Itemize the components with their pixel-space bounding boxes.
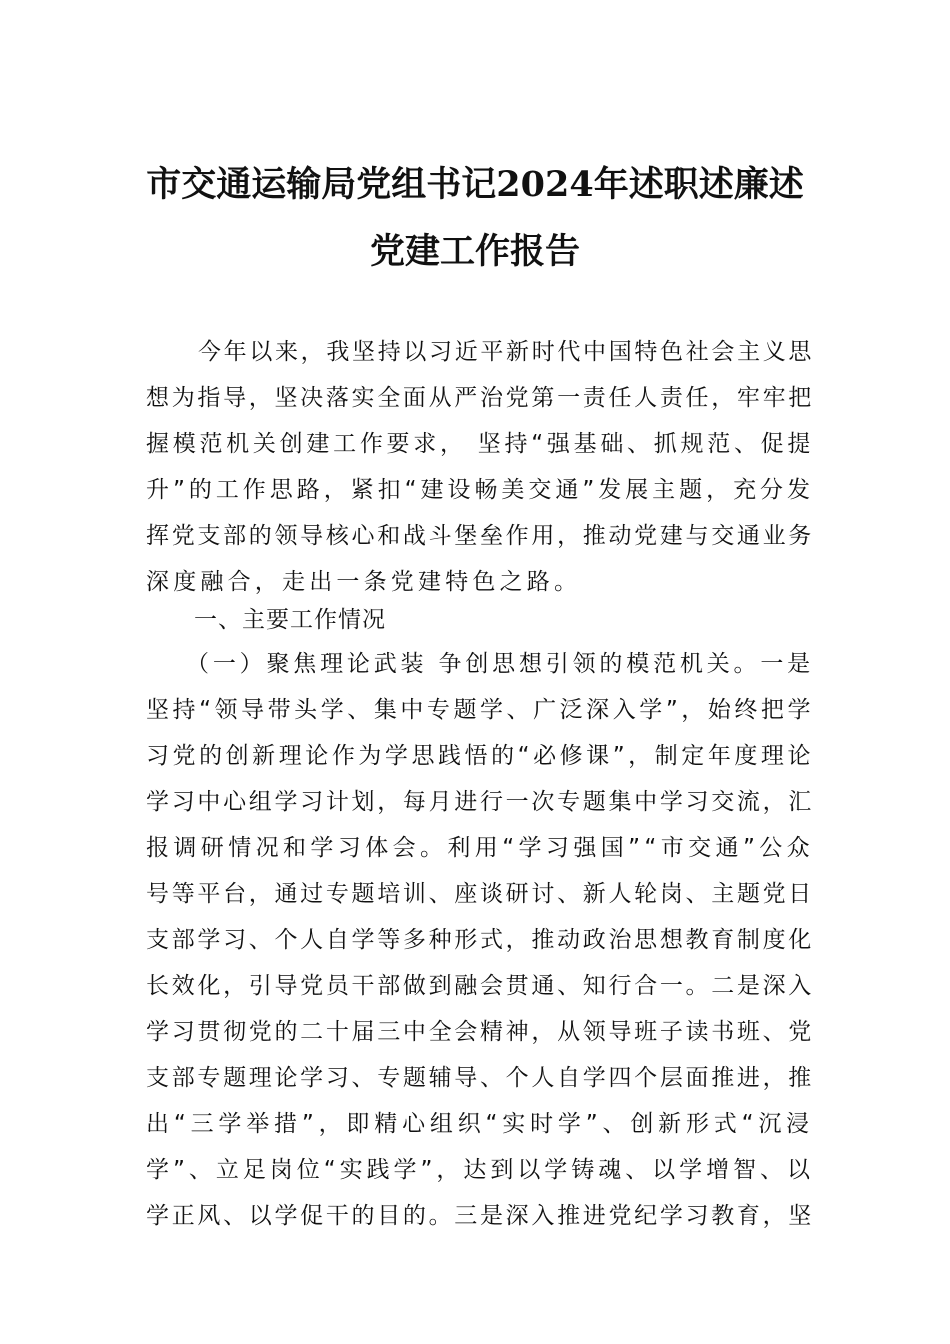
paragraph-line: 出“三学举措”，即精心组织“实时学”、创新形式“沉浸 xyxy=(146,1111,814,1137)
paragraph-line: 长效化，引导党员干部做到融会贯通、知行合一。二是深入 xyxy=(146,973,814,999)
section-heading: 一、主要工作情况 xyxy=(194,607,386,633)
paragraph-intro xyxy=(146,329,814,605)
paragraph-line: 报调研情况和学习体会。利用“学习强国”“市交通”公众 xyxy=(146,835,815,861)
paragraph-line: 升”的工作思路，紧扣“建设畅美交通”发展主题，充分发 xyxy=(146,477,814,503)
paragraph-line: 学”、立足岗位“实践学”，达到以学铸魂、以学增智、以 xyxy=(146,1157,814,1183)
paragraph-line: 深度融合，走出一条党建特色之路。 xyxy=(146,569,582,595)
paragraph-line: 挥党支部的领导核心和战斗堡垒作用，推动党建与交通业务 xyxy=(146,523,814,549)
document-title-line-1: 市交通运输局党组书记2024年述职述廉述 xyxy=(146,164,804,205)
paragraph-line: 学习中心组学习计划，每月进行一次专题集中学习交流，汇 xyxy=(146,789,814,815)
paragraph-line: 号等平台，通过专题培训、座谈研讨、新人轮岗、主题党日 xyxy=(146,881,814,907)
paragraph-line: （一）聚焦理论武装 争创思想引领的模范机关。一是 xyxy=(186,651,814,677)
paragraph-line: 握模范机关创建工作要求， 坚持“强基础、抓规范、促提 xyxy=(146,431,814,457)
paragraph-line: 学习贯彻党的二十届三中全会精神，从领导班子读书班、党 xyxy=(146,1019,814,1045)
paragraph-line: 习党的创新理论作为学思践悟的“必修课”，制定年度理论 xyxy=(146,743,814,769)
paragraph-section-1 xyxy=(146,641,814,1239)
document-title-line-2: 党建工作报告 xyxy=(369,231,580,272)
paragraph-line: 想为指导，坚决落实全面从严治党第一责任人责任，牢牢把 xyxy=(146,385,814,411)
paragraph-line: 今年以来，我坚持以习近平新时代中国特色社会主义思 xyxy=(198,339,815,365)
paragraph-line: 支部学习、个人自学等多种形式，推动政治思想教育制度化 xyxy=(146,927,814,953)
paragraph-line: 坚持“领导带头学、集中专题学、广泛深入学”，始终把学 xyxy=(146,697,814,723)
paragraph-line: 学正风、以学促干的目的。三是深入推进党纪学习教育，坚 xyxy=(146,1203,814,1229)
paragraph-line: 支部专题理论学习、专题辅导、个人自学四个层面推进，推 xyxy=(146,1065,814,1091)
